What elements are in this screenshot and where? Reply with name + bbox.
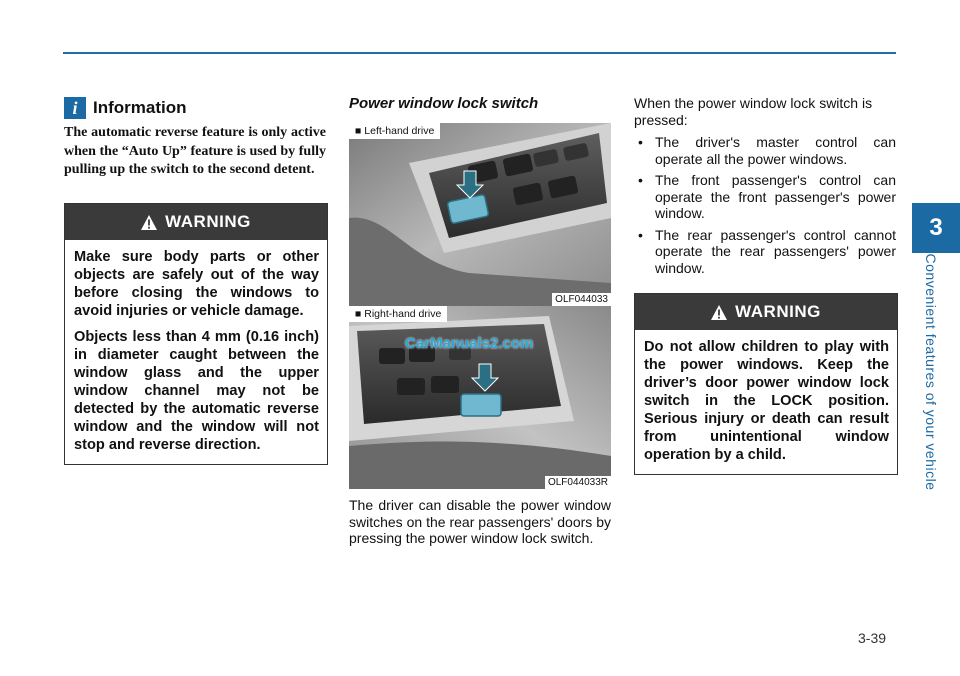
warning-paragraph: Do not allow children to play with the power windows. Keep the driver’s door power window lock switch in the LOCK position. Serious injury or death can result from unintentional window operation by a child. — [644, 339, 889, 463]
info-heading — [64, 97, 187, 119]
warning-triangle-icon — [711, 305, 727, 320]
lock-info-intro: When the power window lock switch is pressed: — [634, 95, 873, 128]
warning-paragraph: Make sure body parts or other objects are safely out of the way before closing the windows to avoid injuries or vehicle damage. — [74, 249, 319, 319]
warning-body — [635, 330, 897, 474]
door-switch-illustration — [349, 123, 611, 306]
watermark: CarManuals2.com — [405, 335, 534, 352]
chapter-tab — [912, 203, 960, 253]
lock-info — [634, 95, 896, 281]
bullet: • — [638, 134, 643, 150]
body-text: The driver can disable the power window switches on the rear passengers' doors by pressing the power window lock switch. — [349, 497, 611, 546]
warning-paragraph: Objects less than 4 mm (0.16 inch) in diameter caught between the window glass and the upper window channel may not be detected by the automatic reverse window and the window will not stop and reverse direction. — [74, 329, 319, 453]
photo-left-hand-drive — [349, 123, 611, 306]
warning-box-1 — [64, 203, 328, 465]
photo-code: OLF044033R — [545, 476, 611, 489]
bullet: • — [638, 226, 643, 243]
photo-label: ■ Right-hand drive — [349, 306, 447, 322]
warning-header — [65, 204, 327, 240]
warning-header — [635, 294, 897, 330]
chapter-number: 3 — [929, 214, 943, 241]
door-switch-illustration — [349, 306, 611, 489]
info-icon: i — [64, 97, 86, 119]
warning-label: WARNING — [165, 212, 251, 231]
warning-box-2 — [634, 293, 898, 475]
list-item — [634, 172, 896, 222]
bullet: • — [638, 172, 643, 188]
list-item — [634, 227, 896, 277]
list-item-text: The driver's master control can operate all the power windows. — [655, 134, 896, 167]
page-number: 3-39 — [858, 630, 887, 646]
photo-right-hand-drive — [349, 306, 611, 489]
list-item-text: The rear passenger's control cannot operate the rear passengers' power window. — [655, 226, 896, 276]
photo-code: OLF044033 — [552, 293, 611, 306]
list-item-text: The front passenger's control can operate the front passenger's power window. — [655, 172, 896, 221]
chapter-title: Convenient features of your vehicle — [923, 253, 939, 491]
section-title: Power window lock switch — [349, 95, 539, 112]
warning-body — [65, 240, 327, 464]
info-title: Information — [93, 98, 187, 117]
info-text: The automatic reverse feature is only active when the “Auto Up” feature is used by fully pulling up the switch to the second detent. — [64, 125, 326, 177]
header-rule — [63, 52, 896, 54]
photo-label: ■ Left-hand drive — [349, 123, 440, 139]
warning-label: WARNING — [735, 302, 821, 321]
warning-triangle-icon — [141, 215, 157, 230]
list-item — [634, 134, 896, 167]
